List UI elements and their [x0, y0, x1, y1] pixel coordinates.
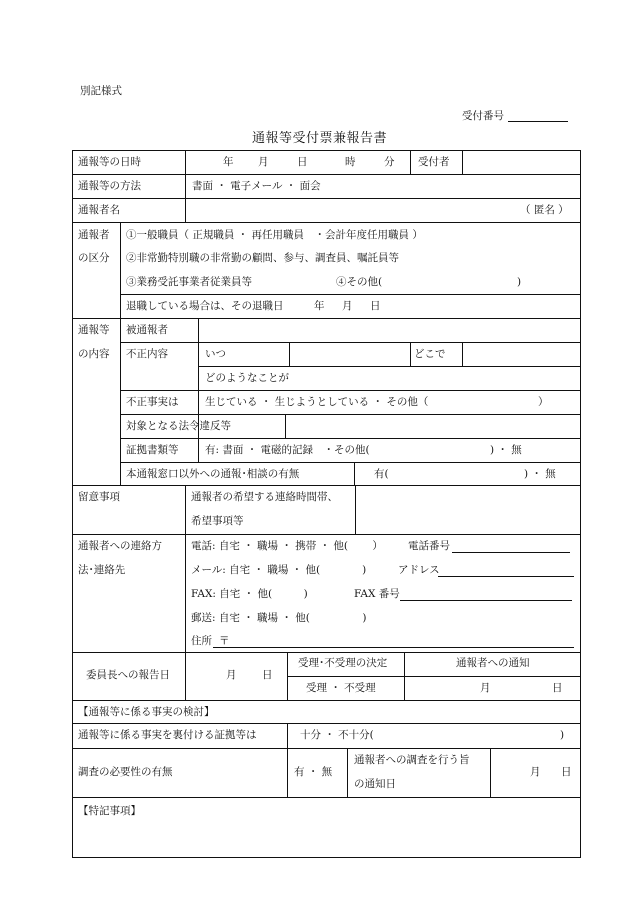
- category-label-line1: 通報者: [78, 229, 110, 241]
- evidence-docs-close: ) ・ 無: [490, 444, 522, 456]
- investigation-necessity-label: 調査の必要性の有無: [78, 766, 173, 778]
- fraud-content-label: 不正内容: [126, 348, 168, 360]
- report-day: 日: [262, 669, 273, 681]
- mail-address-label: アドレス: [398, 564, 440, 576]
- reporter-name-field[interactable]: [186, 199, 506, 222]
- content-label-line2: の内容: [78, 348, 110, 360]
- category-option-4-close: ): [517, 276, 522, 288]
- evidence-docs-options[interactable]: 有: 書面 ・ 電磁的記録 ・その他(: [205, 444, 370, 456]
- supporting-evidence-close: ): [560, 729, 565, 741]
- supporting-evidence-label: 通報等に係る事実を裏付ける証拠等は: [78, 729, 257, 741]
- phone-number-field[interactable]: [452, 552, 570, 553]
- datetime-year: 年: [223, 156, 234, 168]
- report-month: 月: [226, 669, 237, 681]
- notes-desc-line2: 希望事項等: [191, 515, 244, 527]
- what-field[interactable]: [300, 367, 579, 390]
- notify-month: 月: [480, 682, 491, 694]
- retired-month: 月: [342, 300, 353, 312]
- supporting-evidence-options[interactable]: 十分 ・ 不十分(: [300, 729, 374, 741]
- law-violation-field[interactable]: [286, 415, 579, 438]
- investigation-notice-label-line2: の通知日: [354, 778, 396, 790]
- postal-address-label: 住所: [191, 635, 212, 647]
- datetime-hour: 時: [345, 156, 356, 168]
- contact-post-options[interactable]: 郵送: 自宅 ・ 職場 ・ 他( ): [191, 612, 367, 624]
- contact-phone-options[interactable]: 電話: 自宅 ・ 職場 ・ 携帯 ・ 他( ）: [191, 540, 383, 552]
- category-option-2[interactable]: ②非常勤特別職の非常勤の顧問、参与、調査員、嘱託員等: [126, 252, 399, 264]
- retired-day: 日: [370, 300, 381, 312]
- when-label: いつ: [205, 348, 226, 360]
- target-person-label: 被通報者: [126, 324, 168, 336]
- where-label: どこで: [414, 348, 446, 360]
- fax-number-label: FAX 番号: [354, 588, 400, 600]
- investigation-notice-month: 月: [530, 766, 541, 778]
- contact-label-line2: 法･連絡先: [78, 564, 126, 576]
- notes-desc-line1: 通報者の希望する連絡時間帯、: [191, 491, 338, 503]
- datetime-month: 月: [258, 156, 269, 168]
- where-field[interactable]: [463, 343, 579, 366]
- receiver-label: 受付者: [418, 156, 450, 168]
- notes-label: 留意事項: [78, 491, 120, 503]
- review-section-title: 【通報等に係る事実の検討】: [78, 706, 215, 718]
- investigation-notice-label-line1: 通報者への調査を行う旨: [354, 754, 470, 766]
- investigation-notice-day: 日: [561, 766, 572, 778]
- category-option-4[interactable]: ④その他(: [336, 276, 383, 288]
- anonymous-option[interactable]: （ 匿名 ）: [520, 204, 569, 216]
- category-label-line2: の区分: [78, 252, 110, 264]
- target-person-field[interactable]: [199, 319, 579, 342]
- reporter-name-label: 通報者名: [78, 204, 120, 216]
- special-notes-label: 【特記事項】: [78, 805, 141, 817]
- what-label: どのようなことが: [205, 372, 289, 384]
- when-field[interactable]: [290, 343, 410, 366]
- datetime-minute: 分: [384, 156, 395, 168]
- contact-mail-options[interactable]: メール: 自宅 ・ 職場 ・ 他( ): [191, 564, 367, 576]
- method-label: 通報等の方法: [78, 180, 141, 192]
- phone-number-label: 電話番号: [408, 540, 450, 552]
- notify-label: 通報者への通知: [456, 657, 530, 669]
- fax-number-field[interactable]: [400, 600, 572, 601]
- contact-fax-options[interactable]: FAX: 自宅 ・ 他( ): [191, 588, 308, 600]
- category-option-3[interactable]: ③業務受託事業者従業員等: [126, 276, 252, 288]
- other-report-close: ) ・ 無: [524, 468, 556, 480]
- retired-date-label: 退職している場合は、その退職日: [126, 300, 284, 312]
- postal-address-field[interactable]: [213, 647, 574, 648]
- investigation-necessity-options[interactable]: 有 ・ 無: [294, 766, 333, 778]
- form-reference: 別記様式: [80, 85, 122, 97]
- receipt-number-field[interactable]: [508, 121, 568, 122]
- contact-label-line1: 通報者への連絡方: [78, 540, 162, 552]
- receiver-field[interactable]: [463, 151, 579, 174]
- special-notes-field[interactable]: [73, 822, 579, 856]
- category-option-1[interactable]: ①一般職員（ 正規職員 ・ 再任用職員 ・会計年度任用職員 ）: [126, 229, 423, 241]
- decision-label: 受理･不受理の決定: [298, 657, 388, 669]
- decision-options[interactable]: 受理 ・ 不受理: [306, 682, 376, 694]
- fact-close: ）: [538, 396, 549, 408]
- evidence-docs-label: 証拠書類等: [126, 444, 179, 456]
- postal-mark: 〒: [219, 635, 230, 647]
- notify-day: 日: [552, 682, 563, 694]
- method-options[interactable]: 書面 ・ 電子メール ・ 面会: [192, 180, 321, 192]
- mail-address-field[interactable]: [438, 576, 574, 577]
- report-date-label: 委員長への報告日: [86, 669, 170, 681]
- other-report-label: 本通報窓口以外への通報･相談の有無: [126, 468, 300, 480]
- other-report-yes[interactable]: 有(: [374, 468, 389, 480]
- datetime-day: 日: [297, 156, 308, 168]
- retired-year: 年: [314, 300, 325, 312]
- datetime-label: 通報等の日時: [78, 156, 141, 168]
- receipt-number-label: 受付番号: [462, 110, 504, 122]
- form-title: 通報等受付票兼報告書: [252, 131, 388, 146]
- fact-label: 不正事実は: [126, 396, 179, 408]
- law-violation-label: 対象となる法令違反等: [126, 420, 231, 432]
- content-label-line1: 通報等: [78, 324, 110, 336]
- fact-options[interactable]: 生じている ・ 生じようとしている ・ その他（: [205, 396, 429, 408]
- notes-field[interactable]: [356, 486, 579, 534]
